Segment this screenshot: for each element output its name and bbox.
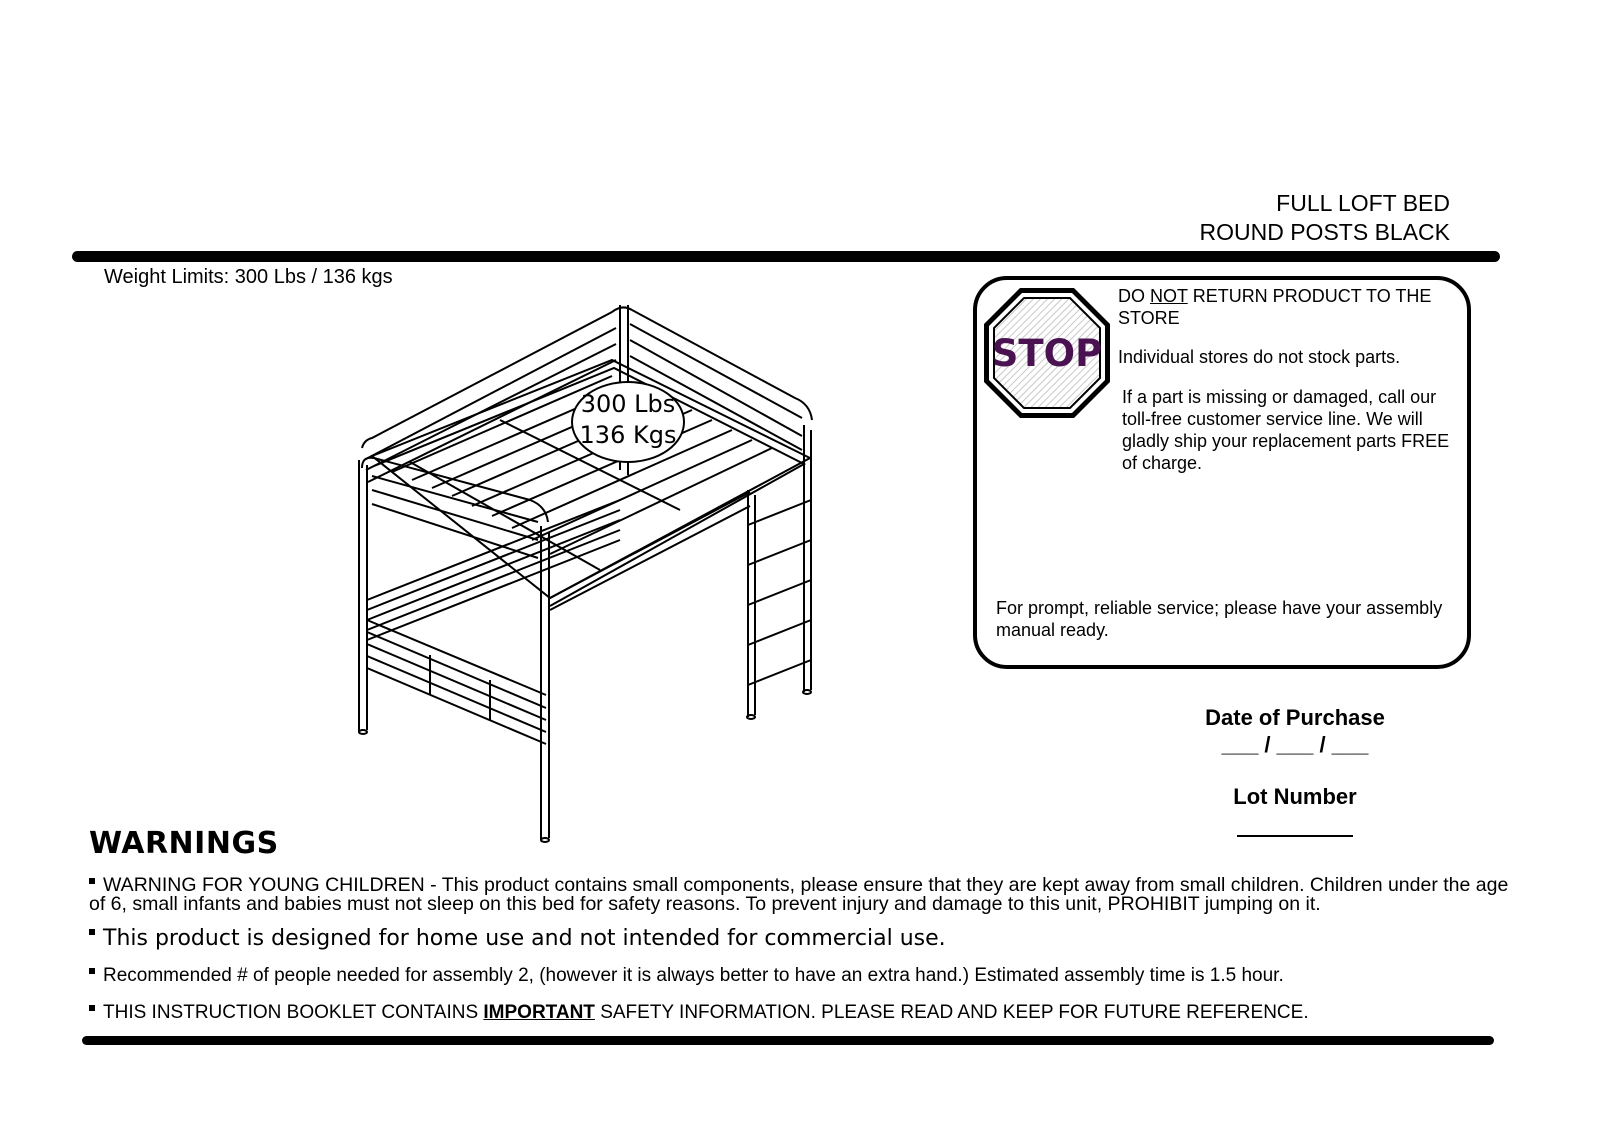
product-title: FULL LOFT BED bbox=[1276, 190, 1450, 216]
top-rule bbox=[72, 251, 1500, 262]
weight-limits: Weight Limits: 300 Lbs / 136 kgs bbox=[104, 266, 393, 288]
stop-sign-icon bbox=[982, 286, 1112, 420]
weight-badge-kgs: 136 Kgs bbox=[579, 421, 677, 449]
date-of-purchase-blanks: ___ / ___ / ___ bbox=[1221, 732, 1369, 757]
product-subtitle: ROUND POSTS BLACK bbox=[1199, 219, 1450, 245]
loft-bed-illustration bbox=[350, 300, 840, 865]
bottom-rule bbox=[82, 1036, 1494, 1045]
warning-young-children: WARNING FOR YOUNG CHILDREN - This product contains small components, please ensure that they are kept away from small children. Children under the age of 6, small infants and babies must not sleep on this bed for safety reasons. To prevent injury and damage to this unit, PROHIBIT jumping on it. bbox=[89, 874, 1509, 915]
bullet-icon bbox=[89, 929, 95, 935]
weight-badge-lbs: 300 Lbs bbox=[580, 390, 676, 418]
stores-no-parts-notice: Individual stores do not stock parts. bbox=[1118, 347, 1401, 367]
stop-sign-text: STOP bbox=[991, 332, 1103, 375]
date-of-purchase-label: Date of Purchase bbox=[1205, 705, 1385, 730]
missing-parts-notice: If a part is missing or damaged, call our toll-free customer service line. We will gladly ship your replacement parts FREE of charge. bbox=[1122, 387, 1450, 473]
bullet-icon bbox=[89, 1005, 95, 1011]
bullet-icon bbox=[89, 878, 95, 884]
warning-home-use: This product is designed for home use and not intended for commercial use. bbox=[89, 927, 1509, 951]
warning-important-info: THIS INSTRUCTION BOOKLET CONTAINS IMPORTANT SAFETY INFORMATION. PLEASE READ AND KEEP FOR FUTURE REFERENCE. bbox=[89, 1003, 1509, 1022]
lot-number-blank bbox=[1237, 835, 1353, 837]
manual-ready-notice: For prompt, reliable service; please have your assembly manual ready. bbox=[996, 598, 1443, 640]
warnings-heading: WARNINGS bbox=[89, 826, 279, 861]
lot-number-label: Lot Number bbox=[1233, 784, 1357, 809]
bullet-icon bbox=[89, 968, 95, 974]
warning-assembly-people: Recommended # of people needed for assembly 2, (however it is always better to have an extra hand.) Estimated assembly time is 1.5 hour. bbox=[89, 966, 1509, 985]
do-not-return-notice: DO NOT RETURN PRODUCT TO THE STORE bbox=[1118, 286, 1432, 328]
